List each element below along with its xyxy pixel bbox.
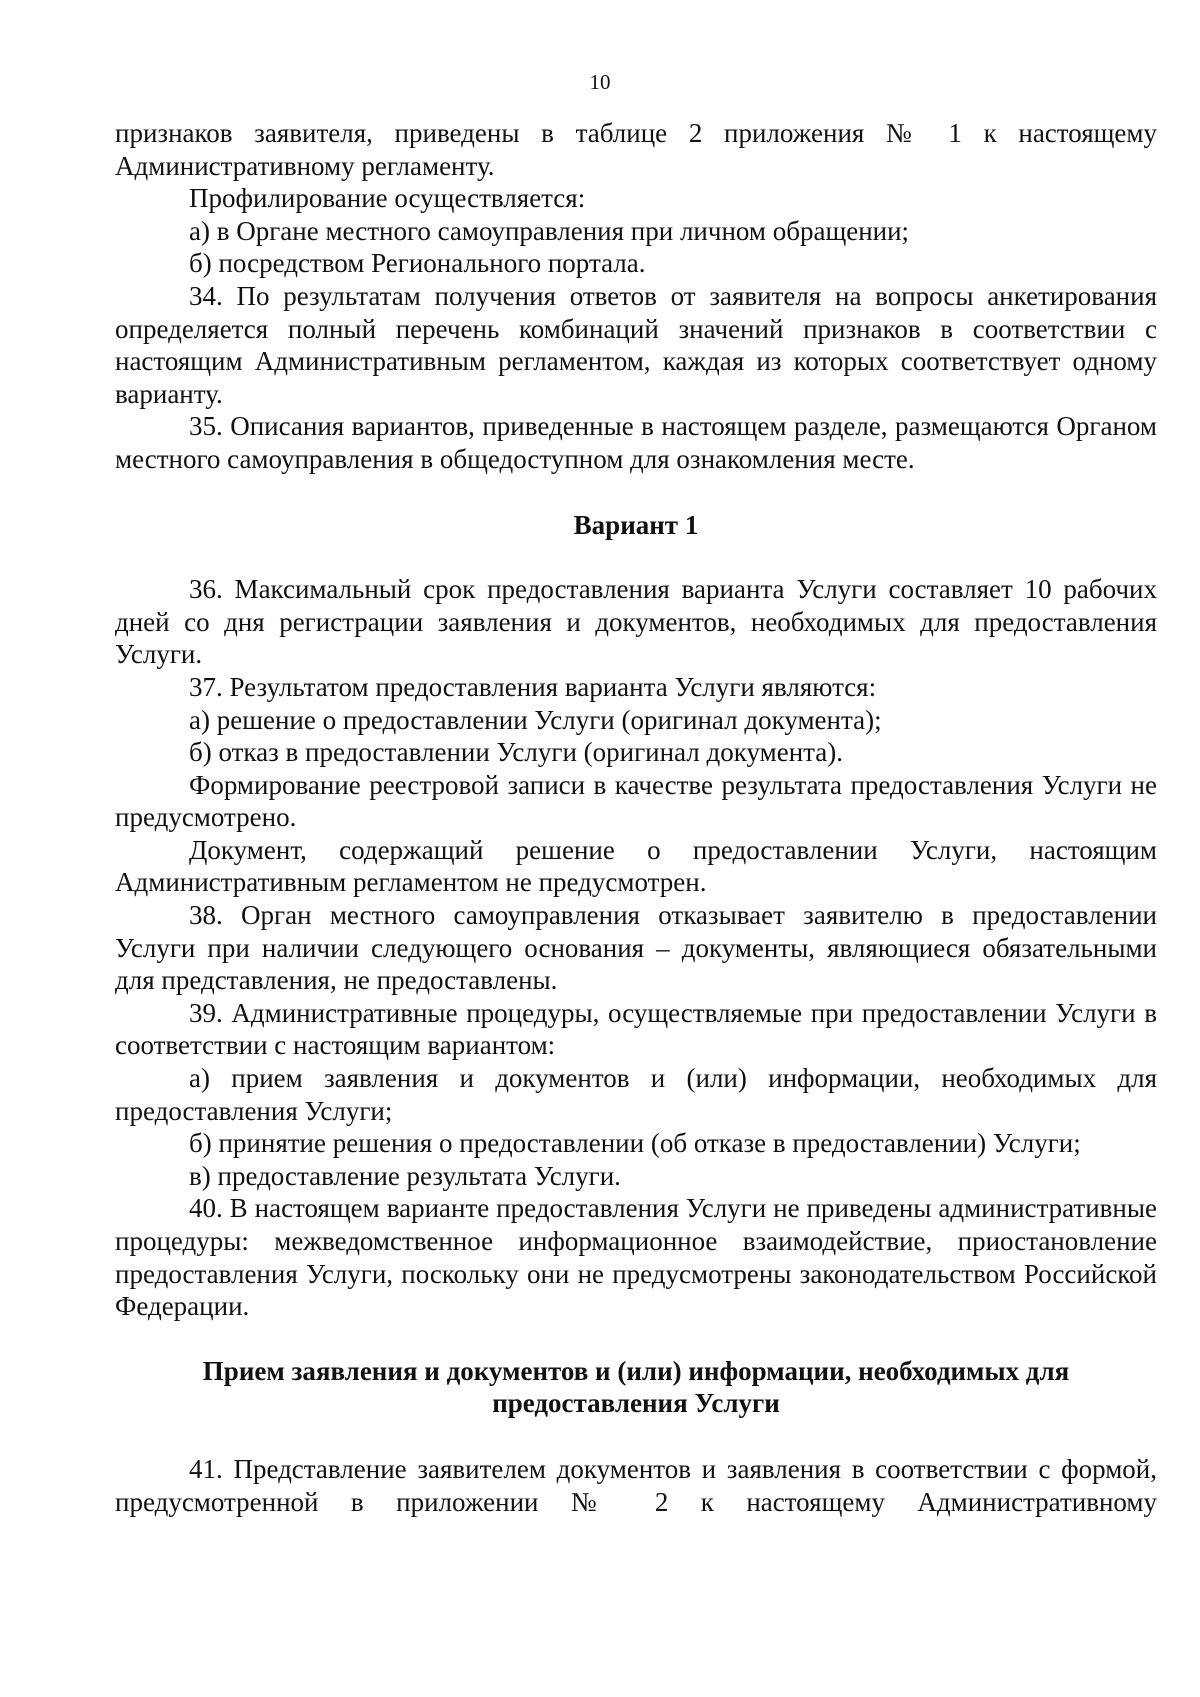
paragraph-profiling: Профилирование осуществляется: [189, 183, 586, 214]
heading-section-line-2: предоставления Услуги [492, 1388, 780, 1419]
paragraph-continuation: признаков заявителя, приведены в таблице 2 приложения № 1 к настоящему Административному регламенту. [115, 118, 1157, 181]
list-item-b: б) посредством Регионального портала. [189, 248, 646, 279]
heading-section [115, 1355, 1157, 1420]
paragraph-36: 36. Максимальный срок предоставления варианта Услуги составляет 10 рабочих дней со дня регистрации заявления и документов, необходимых для предоставления Услуги. [115, 574, 1157, 670]
page-number: 10 [589, 70, 611, 94]
heading-section-line-1: Прием заявления и документов и (или) информации, необходимых для [202, 1355, 1070, 1386]
list-item-b: б) принятие решения о предоставлении (об отказе в предоставлении) Услуги; [189, 1128, 1081, 1159]
paragraph-35: 35. Описания вариантов, приведенные в настоящем разделе, размещаются Органом местного самоуправления в общедоступном для ознакомления месте. [115, 411, 1157, 474]
paragraph-37: 37. Результатом предоставления варианта Услуги являются: [189, 671, 877, 702]
paragraph-41: 41. Представление заявителем документов и заявления в соответствии с формой, предусмотренной в приложении № 2 к настоящему Административному [115, 1453, 1157, 1517]
list-item-b: б) отказ в предоставлении Услуги (оригинал документа). [189, 737, 844, 768]
paragraph-registry: Формирование реестровой записи в качестве результата предоставления Услуги не предусмотрено. [115, 769, 1157, 833]
list-item-c: в) предоставление результата Услуги. [189, 1160, 621, 1191]
paragraph-39: 39. Административные процедуры, осуществляемые при предоставлении Услуги в соответствии с настоящим вариантом: [115, 997, 1157, 1061]
paragraph-document: Документ, содержащий решение о предоставлении Услуги, настоящим Административным регламентом не предусмотрен. [115, 834, 1157, 898]
list-item-a: а) решение о предоставлении Услуги (оригинал документа); [189, 704, 882, 735]
document-body [115, 117, 1157, 1518]
paragraph-34: 34. По результатам получения ответов от заявителя на вопросы анкетирования определяется полный перечень комбинаций значений признаков в соответствии с настоящим Административным регламентом, каждая из которых соответствует одному варианту. [115, 280, 1157, 409]
paragraph-38: 38. Орган местного самоуправления отказывает заявителю в предоставлении Услуги при наличии следующего основания – документы, являющиеся обязательными для представления, не предоставлены. [115, 900, 1157, 996]
heading-variant-1: Вариант 1 [573, 509, 699, 540]
paragraph-40: 40. В настоящем варианте предоставления Услуги не приведены административные процедуры: межведомственное информационное взаимодействие, приостановление предоставления Услуги, поскольку они не предусмотрены законодательством Российской Федерации. [115, 1193, 1157, 1322]
list-item-a: а) в Органе местного самоуправления при личном обращении; [189, 215, 910, 246]
list-item-a: а) прием заявления и документов и (или) информации, необходимых для предоставления Услуги; [115, 1063, 1157, 1126]
